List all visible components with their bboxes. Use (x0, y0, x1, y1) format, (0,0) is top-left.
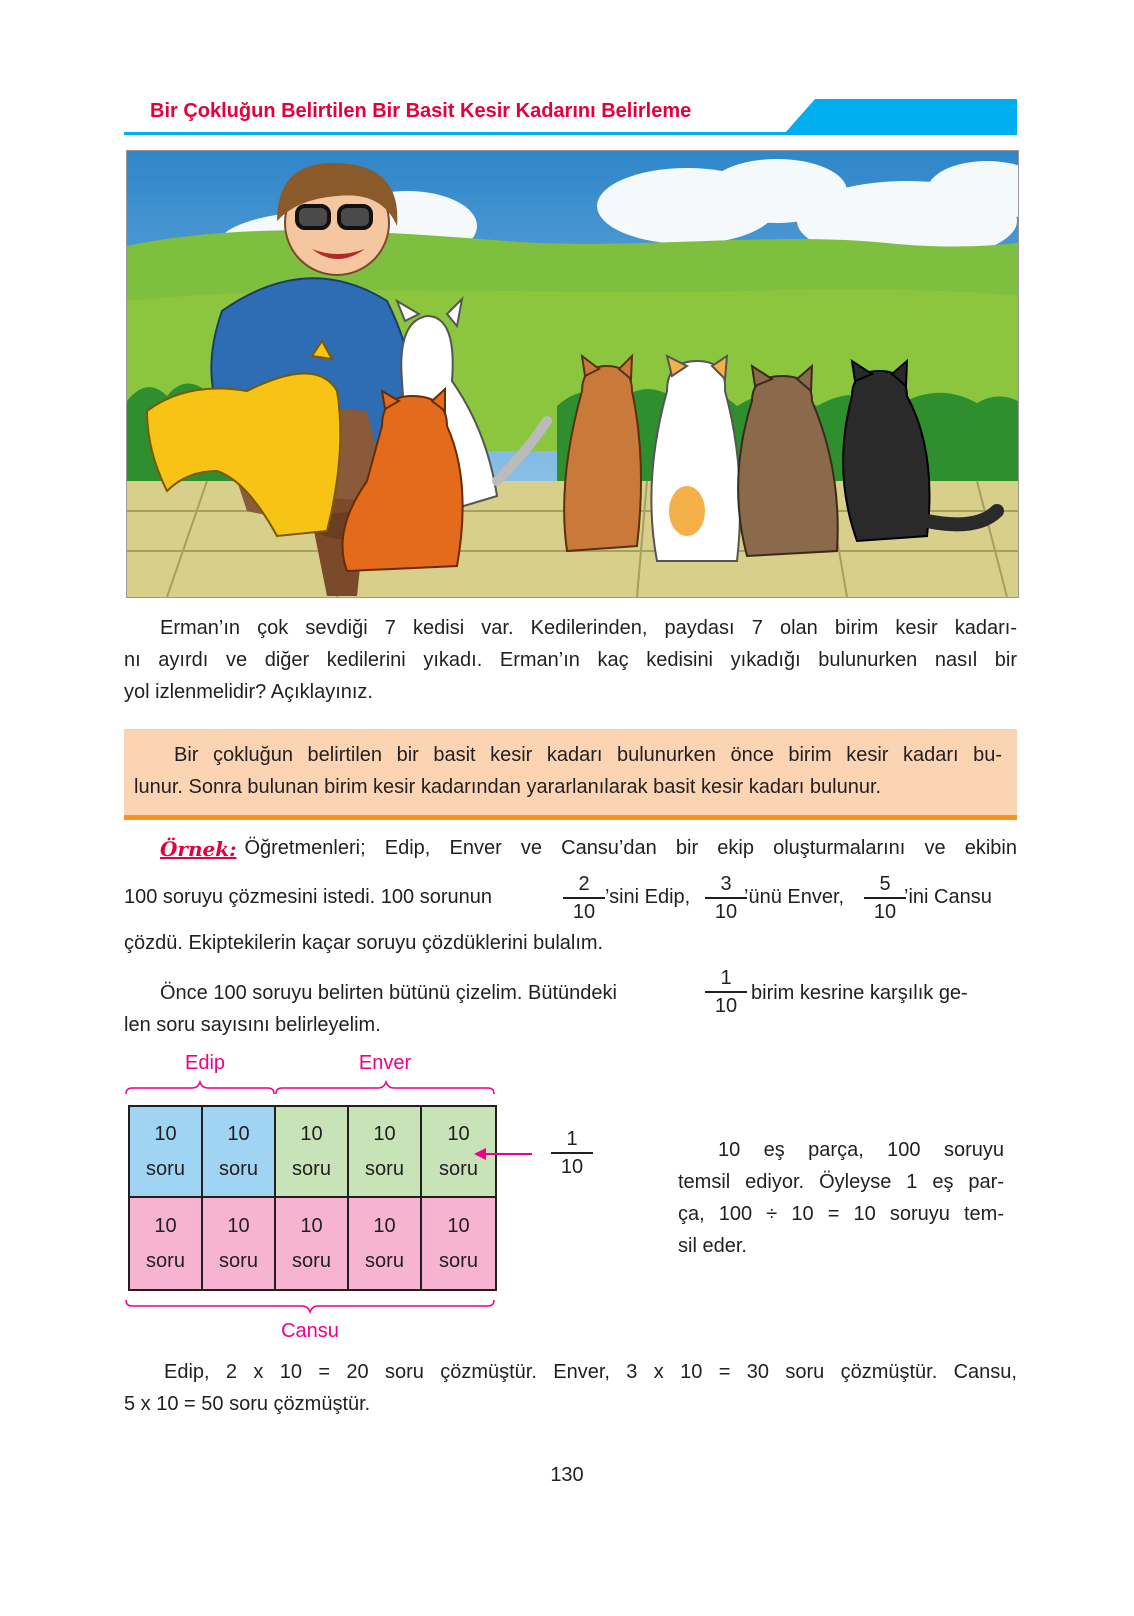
example-line-2d: ’ini Cansu (904, 886, 992, 908)
page-number: 130 (550, 1464, 584, 1486)
label-enver: Enver (358, 1052, 412, 1074)
cell-unit: soru (292, 1157, 331, 1180)
grid-cell (203, 1198, 276, 1289)
fraction-grid (128, 1105, 497, 1291)
fraction-2-10: 2 10 (563, 873, 605, 923)
cell-unit: soru (219, 1249, 258, 1272)
cell-unit: soru (365, 1157, 404, 1180)
cell-unit: soru (365, 1249, 404, 1272)
grid-cell (130, 1107, 203, 1198)
side-line-1: 10 eş parça, 100 soruyu (718, 1139, 1004, 1161)
side-explanation (678, 1134, 1004, 1262)
cell-number: 10 (447, 1122, 470, 1145)
example-text-1: Öğretmenleri; Edip, Enver ve Cansu’dan bir ekip oluşturmalarını ve ekibin (244, 837, 1017, 859)
top-braces (124, 1080, 500, 1100)
cell-number: 10 (300, 1122, 323, 1145)
label-edip: Edip (184, 1052, 226, 1074)
cell-number: 10 (373, 1122, 396, 1145)
cell-number: 10 (373, 1214, 396, 1237)
header-underline (124, 132, 1017, 135)
example-line-4a: Önce 100 soruyu belirten bütünü çizelim. Bütündeki (160, 982, 617, 1004)
pointer-fraction: 1 10 (551, 1128, 593, 1178)
bottom-brace (124, 1296, 500, 1316)
cats-illustration (126, 150, 1019, 598)
fraction-1-10: 1 10 (705, 967, 747, 1017)
cell-number: 10 (154, 1122, 177, 1145)
grid-cell (422, 1198, 495, 1289)
example-line-1 (160, 837, 1017, 861)
example-line-2a: 100 soruyu çözmesini istedi. 100 sorunun (124, 886, 492, 908)
cell-number: 10 (447, 1214, 470, 1237)
side-line-4: sil eder. (678, 1235, 747, 1257)
cell-unit: soru (146, 1249, 185, 1272)
example-line-2b: ’sini Edip, (605, 886, 691, 908)
rule-line-2: lunur. Sonra bulunan birim kesir kadarından yararlanılarak basit kesir kadarı bulunur. (134, 776, 882, 798)
grid-cell (203, 1107, 276, 1198)
label-cansu: Cansu (281, 1320, 339, 1342)
grid-cell (276, 1198, 349, 1289)
section-title: Bir Çokluğun Belirtilen Bir Basit Kesir Kadarını Belirleme (150, 100, 692, 122)
example-line-3: çözdü. Ekiptekilerin kaçar soruyu çözdüklerini bulalım. (124, 932, 604, 954)
example-label: Örnek: (160, 837, 237, 861)
conclusion-line-2: 5 x 10 = 50 soru çözmüştür. (124, 1393, 371, 1415)
grid-cell (349, 1198, 422, 1289)
rule-text (134, 739, 1002, 803)
cell-unit: soru (439, 1249, 478, 1272)
header-tab-shape (785, 99, 1017, 133)
example-line-2c: ’ünü Enver, (744, 886, 845, 908)
fraction-3-10: 3 10 (705, 873, 747, 923)
cell-number: 10 (300, 1214, 323, 1237)
cell-unit: soru (146, 1157, 185, 1180)
cell-unit: soru (219, 1157, 258, 1180)
intro-line-2: nı ayırdı ve diğer kedilerini yıkadı. Erman’ın kaç kedisini yıkadığı bulunurken nasıl bir (124, 649, 1017, 671)
grid-cell (349, 1107, 422, 1198)
intro-line-1: Erman’ın çok sevdiği 7 kedisi var. Kedilerinden, paydası 7 olan birim kesir kadarı- (160, 617, 1017, 639)
fraction-5-10: 5 10 (864, 873, 906, 923)
cell-unit: soru (439, 1157, 478, 1180)
cell-unit: soru (292, 1249, 331, 1272)
grid-cell (276, 1107, 349, 1198)
side-line-3: ça, 100 ÷ 10 = 10 soruyu tem- (678, 1203, 1004, 1225)
conclusion-line-1: Edip, 2 x 10 = 20 soru çözmüştür. Enver, 3 x 10 = 30 soru çözmüştür. Cansu, (164, 1361, 1017, 1383)
cell-number: 10 (154, 1214, 177, 1237)
example-line-4b: birim kesrine karşılık ge- (751, 982, 968, 1004)
rule-line-1: Bir çokluğun belirtilen bir basit kesir kadarı bulunurken önce birim kesir kadarı bu- (174, 744, 1002, 766)
cell-number: 10 (227, 1122, 250, 1145)
example-line-5: len soru sayısını belirleyelim. (124, 1014, 381, 1036)
conclusion-paragraph (124, 1356, 1017, 1420)
cell-number: 10 (227, 1214, 250, 1237)
intro-line-3: yol izlenmelidir? Açıklayınız. (124, 681, 373, 703)
side-line-2: temsil ediyor. Öyleyse 1 eş par- (678, 1171, 1004, 1193)
pointer-arrow (472, 1146, 534, 1162)
grid-cell (130, 1198, 203, 1289)
intro-paragraph (124, 612, 1017, 708)
